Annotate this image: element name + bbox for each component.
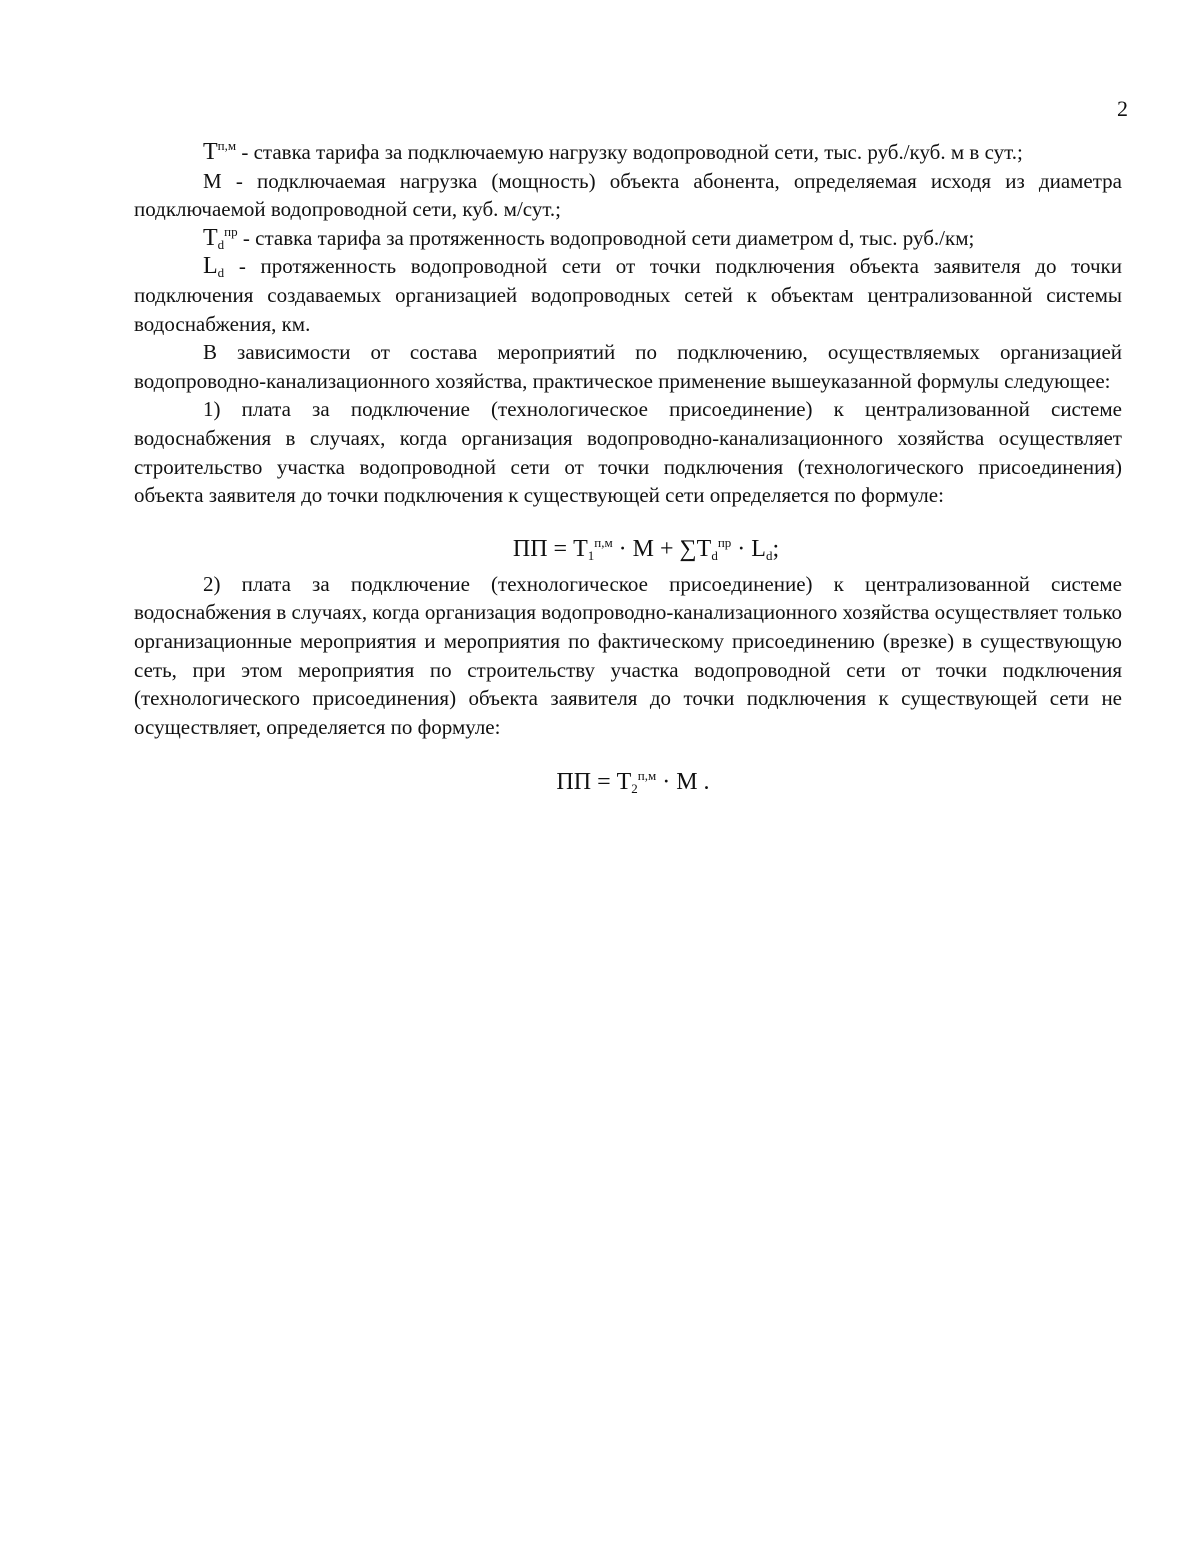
superscript: п,м	[217, 138, 237, 153]
formula-rest: · М .	[656, 769, 710, 796]
formula-subscript: d	[711, 547, 718, 563]
formula-l-part: · L	[731, 535, 766, 562]
document-body	[134, 138, 1122, 797]
formula-superscript: п,м	[637, 768, 657, 784]
formula-1	[134, 534, 1122, 564]
formula-lhs: ПП = Т	[512, 535, 588, 562]
definition-length-l	[134, 252, 1122, 338]
definition-load-m	[134, 167, 1122, 224]
formula-middle: · М + ∑Т	[612, 535, 712, 562]
formula-superscript: п,м	[594, 534, 613, 550]
definition-text: - ставка тарифа за протяженность водопроводной сети диаметром d, тыс. руб./км;	[237, 225, 975, 250]
symbol-t: Т	[203, 224, 218, 251]
definition-text: - ставка тарифа за подключаемую нагрузку водопроводной сети, тыс. руб./куб. м в сут.;	[236, 140, 1023, 164]
symbol-m: М	[203, 168, 222, 193]
page-number: 2	[1117, 96, 1128, 121]
definition-tariff-length	[134, 224, 1122, 253]
superscript: пр	[224, 223, 238, 239]
definition-text: - протяженность водопроводной сети от точки подключения объекта заявителя до точки подключения создаваемых организацией водопроводных сетей к объектам централизованной системы водоснабжения, км.	[134, 254, 1122, 336]
subscript: d	[217, 265, 225, 281]
formula-end: ;	[772, 535, 780, 562]
formula-lhs: ПП = Т	[556, 769, 632, 796]
formula-subscript: d	[765, 547, 773, 563]
symbol-t: Т	[203, 139, 218, 165]
case-1-paragraph: 1) плата за подключение (технологическое присоединение) к централизованной системе водоснабжения в случаях, когда организация водопроводно-канализационного хозяйства осуществляет строительство участка водопроводной сети от точки подключения (технологического присоединения) объекта заявителя до точки подключения к существующей сети определяется по формуле:	[134, 397, 1122, 508]
definition-text: - подключаемая нагрузка (мощность) объекта абонента, определяемая исходя из диаметра подключаемой водопроводной сети, куб. м/сут.;	[134, 168, 1122, 222]
formula-subscript: 1	[587, 547, 595, 563]
symbol-l: L	[203, 253, 218, 280]
formula-2	[134, 767, 1122, 797]
case-2-paragraph: 2) плата за подключение (технологическое присоединение) к централизованной системе водоснабжения в случаях, когда организация водопроводно-канализационного хозяйства осуществляет только организационные мероприятия и мероприятия по фактическому присоединению (врезке) в существующую сеть, при этом мероприятия по строительству участка водопроводной сети от точки подключения (технологического присоединения) объекта заявителя до точки подключения к существующей сети не осуществляет, определяется по формуле:	[134, 571, 1123, 739]
formula-superscript: пр	[717, 534, 732, 550]
formula-subscript: 2	[631, 781, 638, 797]
intro-paragraph: В зависимости от состава мероприятий по подключению, осуществляемых организацией водопроводно-канализационного хозяйства, практическое применение вышеуказанной формулы следующее:	[134, 340, 1122, 393]
definition-tariff-load	[134, 138, 1122, 167]
subscript: d	[217, 236, 225, 252]
